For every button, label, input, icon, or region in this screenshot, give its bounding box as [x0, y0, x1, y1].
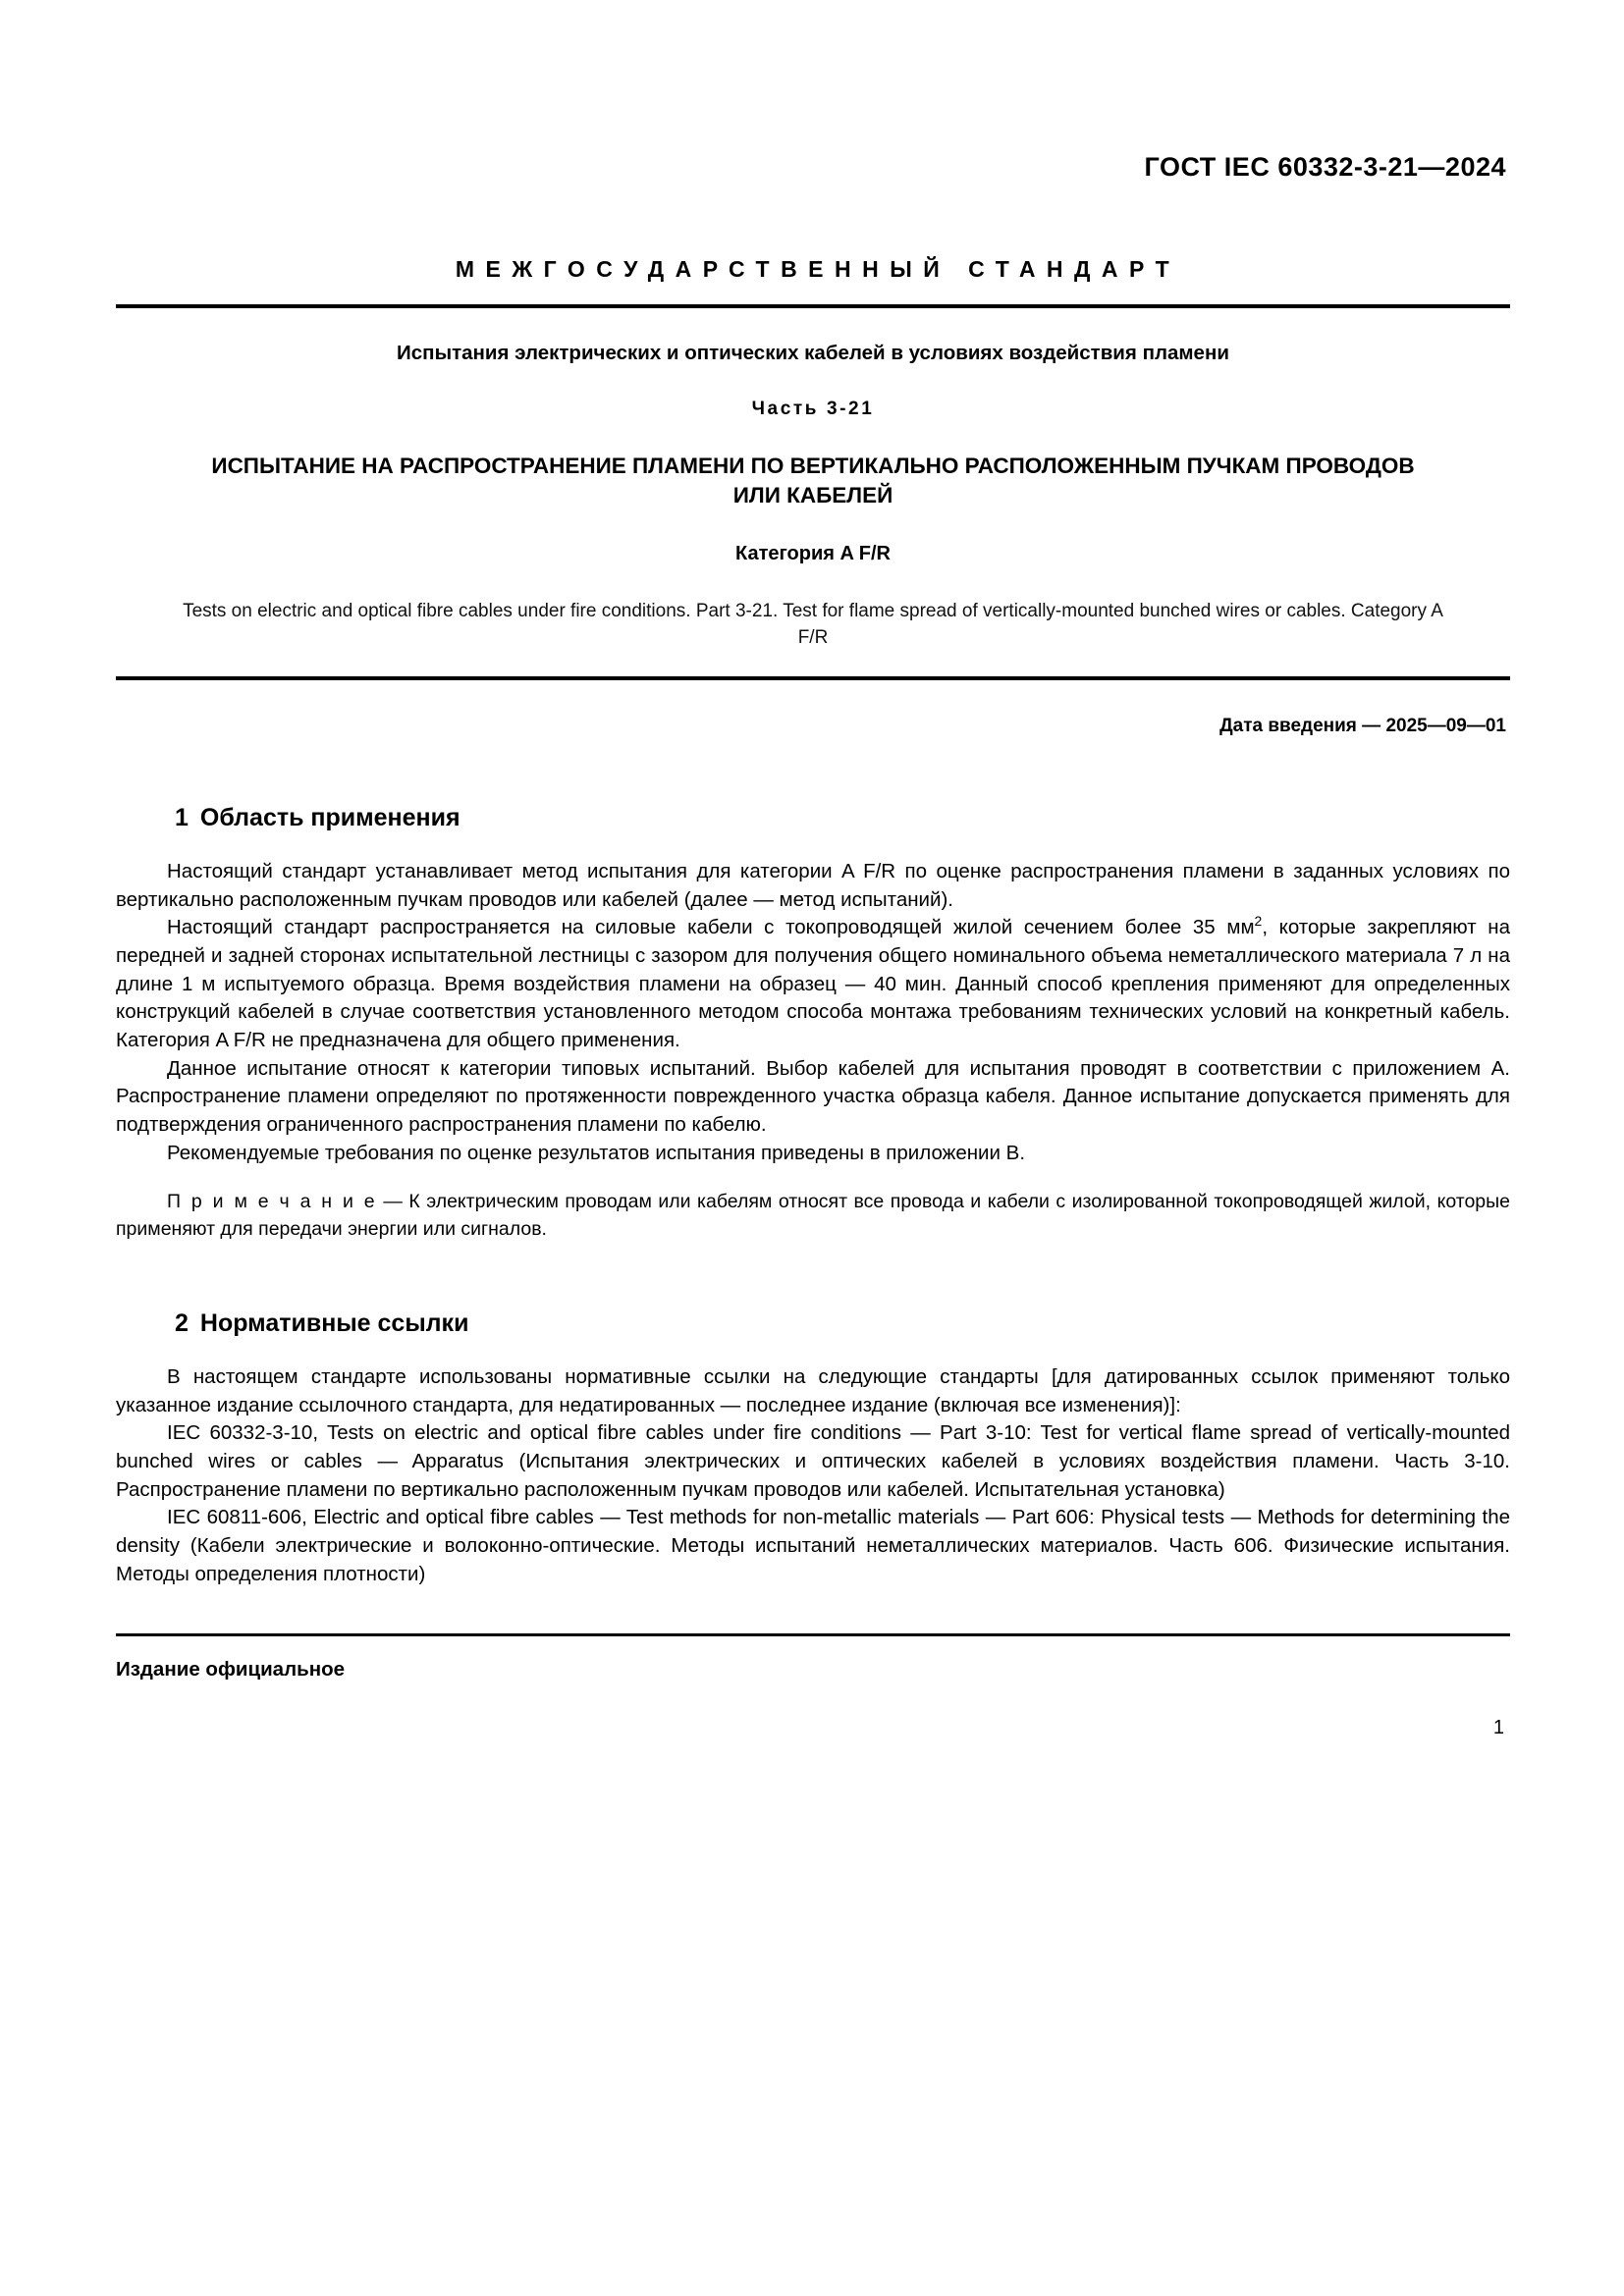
note-text: — К электрическим проводам или кабелям относят все провода и кабели с изолированной токопроводящей жилой, которые применяют для передачи энергии или сигналов.	[116, 1191, 1510, 1240]
paragraph-2-2: IEC 60332-3-10, Tests on electric and optical fibre cables under fire conditions — Part 3-10: Test for vertical flame spread of vertically-mounted bunched wires or cables — Apparatus (Испытания электрических и оптических кабелей в условиях воздействия пламени. Часть 3-10. Распространение пламени по вертикально расположенным пучкам проводов или кабелей. Испытательная установка)	[116, 1421, 1510, 1501]
note-paragraph	[116, 1189, 1510, 1243]
title-main: Испытания электрических и оптических кабелей в условиях воздействия пламени	[397, 342, 1229, 364]
title-uppercase: ИСПЫТАНИЕ НА РАСПРОСТРАНЕНИЕ ПЛАМЕНИ ПО ВЕРТИКАЛЬНО РАСПОЛОЖЕННЫМ ПУЧКАМ ПРОВОДОВ ИЛИ КАБЕЛЕЙ	[211, 454, 1415, 507]
divider-title-bottom	[116, 676, 1510, 680]
page-content	[116, 0, 1510, 1739]
section-title-1: Область применения	[199, 803, 460, 831]
category-label: Категория A F/R	[735, 543, 891, 565]
divider-footer	[116, 1633, 1510, 1636]
document-code: ГОСТ IEC 60332-3-21—2024	[1144, 152, 1506, 182]
page-number: 1	[1492, 1717, 1504, 1739]
standard-word: МЕЖГОСУДАРСТВЕННЫЙ СТАНДАРТ	[455, 256, 1181, 282]
part-number: Часть 3-21	[751, 399, 875, 419]
divider-top	[116, 304, 1510, 308]
section-heading-1	[116, 804, 1510, 832]
section-title-2: Нормативные ссылки	[199, 1308, 469, 1337]
section-heading-2	[116, 1309, 1510, 1338]
official-edition-label: Издание официальное	[116, 1658, 346, 1682]
paragraph-2-1: В настоящем стандарте использованы нормативные ссылки на следующие стандарты [для датированных ссылок применяют только указанное издание ссылочного стандарта, для недатированных — последнее издание (включая все изменения)]:	[116, 1364, 1510, 1416]
superscript-square: 2	[1254, 913, 1263, 930]
title-english: Tests on electric and optical fibre cables under fire conditions. Part 3-21. Test for flame spread of vertically-mounted bunched wires or cables. Category A F/R	[183, 601, 1443, 648]
effective-date: Дата введения — 2025—09—01	[1219, 715, 1506, 736]
paragraph-1-3: Данное испытание относят к категории типовых испытаний. Выбор кабелей для испытания проводят в соответствии с приложением A. Распространение пламени определяют по протяженности поврежденного участка образца кабеля. Данное испытание допускается применять для подтверждения ограниченного распространения пламени по кабелю.	[116, 1056, 1510, 1136]
paragraph-1-1: Настоящий стандарт устанавливает метод испытания для категории A F/R по оценке распространения пламени в заданных условиях по вертикально расположенным пучкам проводов или кабелей (далее — метод испытаний).	[116, 859, 1510, 911]
section-number-2: 2	[175, 1308, 189, 1337]
note-label: П р и м е ч а н и е	[167, 1191, 377, 1213]
section-number-1: 1	[175, 803, 189, 831]
paragraph-1-2-after: , которые закрепляют на передней и задней сторонах испытательной лестницы с зазором для получения общего номинального объема неметаллического материала 7 л на длине 1 м испытуемого образца. Время воздействия пламени на образец — 40 мин. Данный способ крепления применяют для определенных конструкций кабелей в случае соответствия установленного методом способа монтажа требованиям технических условий на конкретный кабель. Категория A F/R не предназначена для общего применения.	[116, 916, 1510, 1051]
paragraph-1-2-before: Настоящий стандарт распространяется на силовые кабели с токопроводящей жилой сечением более 35 мм	[167, 916, 1255, 939]
paragraph-1-4: Рекомендуемые требования по оценке результатов испытания приведены в приложении B.	[167, 1141, 1026, 1164]
paragraph-2-3: IEC 60811-606, Electric and optical fibre cables — Test methods for non-metallic materials — Part 606: Physical tests — Methods for determining the density (Кабели электрические и волоконно-оптические. Методы испытаний неметаллических материалов. Часть 606. Физические испытания. Методы определения плотности)	[116, 1506, 1510, 1585]
paragraph-1-2	[116, 914, 1510, 1054]
